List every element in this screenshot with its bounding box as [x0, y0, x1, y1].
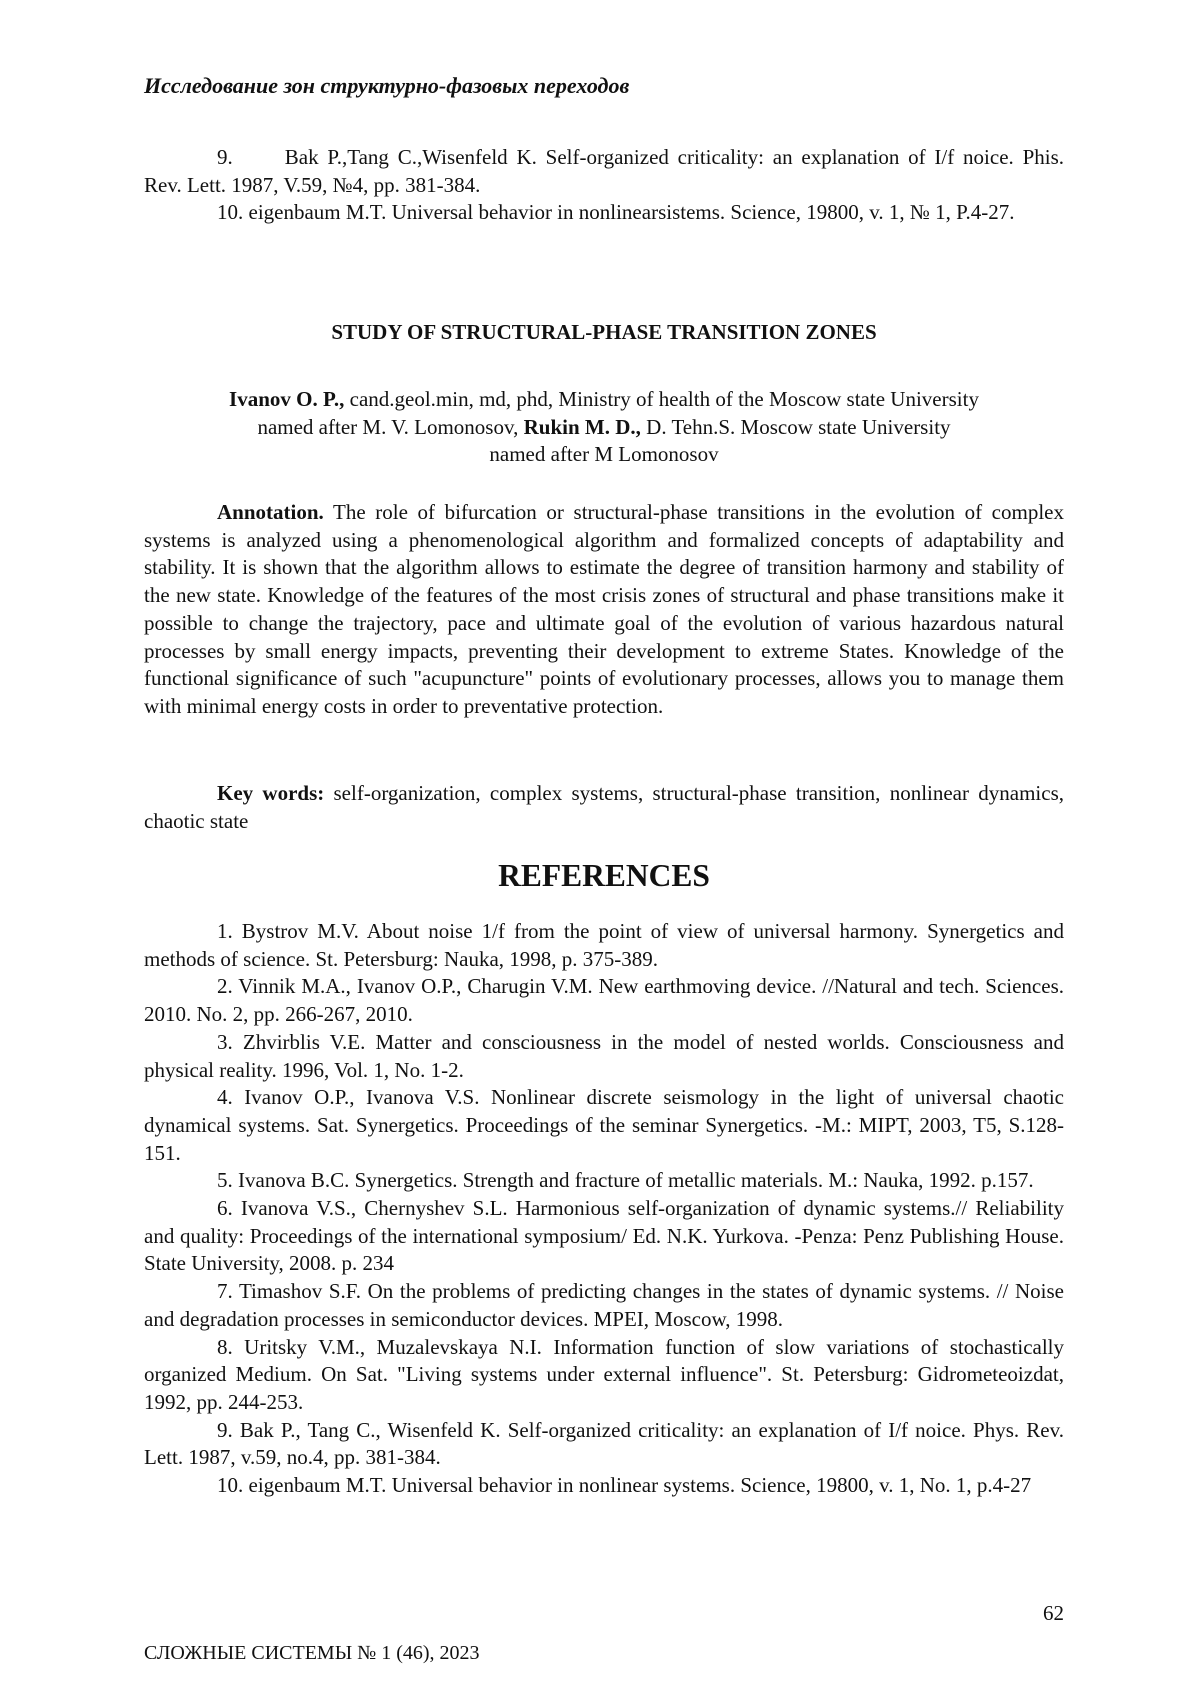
reference-item: 3. Zhvirblis V.E. Matter and consciousness in the model of nested worlds. Consciousness and physical reality. 1996, Vol. 1, No. 1-2. — [144, 1029, 1064, 1084]
annotation-section — [144, 499, 1064, 721]
author-name: Ivanov O. P., — [229, 387, 344, 411]
page-number: 62 — [1043, 1600, 1064, 1628]
keywords-section — [144, 780, 1064, 835]
prev-reference-text: Bak P.,Tang C.,Wisenfeld K. Self-organized criticality: an explanation of I/f noice. Phis. Rev. Lett. 1987, V.59, №4, pp. 381-384. — [144, 145, 1064, 197]
references-heading: REFERENCES — [144, 862, 1064, 890]
reference-item: 10. eigenbaum M.T. Universal behavior in nonlinear systems. Science, 19800, v. 1, No. 1, p.4-27 — [144, 1472, 1064, 1500]
prev-reference-number: 9. — [217, 145, 233, 169]
authors-block — [144, 386, 1064, 469]
author-affiliation: D. Tehn.S. Moscow state University — [641, 415, 951, 439]
previous-references — [144, 144, 1064, 227]
reference-item: 4. Ivanov O.P., Ivanova V.S. Nonlinear discrete seismology in the light of universal chaotic dynamical systems. Sat. Synergetics. Proceedings of the seminar Synergetics. -M.: MIPT, 2003, T5, S.128-151. — [144, 1084, 1064, 1167]
prev-reference-number: 10. — [217, 200, 243, 224]
prev-reference-item — [144, 144, 1064, 199]
article-title: STUDY OF STRUCTURAL-PHASE TRANSITION ZONES — [144, 318, 1064, 346]
page — [144, 0, 1064, 1697]
authors-line-1 — [144, 386, 1064, 414]
authors-line-2 — [144, 414, 1064, 442]
running-header: Исследование зон структурно-фазовых переходов — [144, 72, 629, 100]
reference-item: 5. Ivanova B.C. Synergetics. Strength and fracture of metallic materials. M.: Nauka, 1992. p.157. — [144, 1167, 1064, 1195]
author-name: Rukin M. D., — [524, 415, 641, 439]
keywords-label: Key words: — [217, 781, 324, 805]
keywords-text: self-organization, complex systems, structural-phase transition, nonlinear dynamics, chaotic state — [144, 781, 1064, 833]
author-affiliation: named after M. V. Lomonosov, — [257, 415, 523, 439]
references-list — [144, 918, 1064, 1500]
reference-item: 8. Uritsky V.M., Muzalevskaya N.I. Information function of slow variations of stochastically organized Medium. On Sat. "Living systems under external influence". St. Petersburg: Gidrometeoizdat, 1992, pp. 244-253. — [144, 1334, 1064, 1417]
reference-item: 9. Bak P., Tang C., Wisenfeld K. Self-organized criticality: an explanation of I/f noice. Phys. Rev. Lett. 1987, v.59, no.4, pp. 381-384. — [144, 1417, 1064, 1472]
authors-line-3: named after M Lomonosov — [144, 441, 1064, 469]
prev-reference-item — [144, 199, 1064, 227]
prev-reference-text: eigenbaum M.T. Universal behavior in nonlinearsistems. Science, 19800, v. 1, № 1, P.4-27. — [249, 200, 1015, 224]
reference-item: 7. Timashov S.F. On the problems of predicting changes in the states of dynamic systems. // Noise and degradation processes in semiconductor devices. MPEI, Moscow, 1998. — [144, 1278, 1064, 1333]
reference-item: 1. Bystrov M.V. About noise 1/f from the point of view of universal harmony. Synergetics and methods of science. St. Petersburg: Nauka, 1998, p. 375-389. — [144, 918, 1064, 973]
reference-item: 6. Ivanova V.S., Chernyshev S.L. Harmonious self-organization of dynamic systems.// Reliability and quality: Proceedings of the international symposium/ Ed. N.K. Yurkova. -Penza: Penz Publishing House. State University, 2008. p. 234 — [144, 1195, 1064, 1278]
annotation-label: Annotation. — [217, 500, 324, 524]
keywords-paragraph — [144, 780, 1064, 835]
author-affiliation: cand.geol.min, md, phd, Ministry of health of the Moscow state University — [344, 387, 979, 411]
annotation-text: The role of bifurcation or structural-phase transitions in the evolution of complex systems is analyzed using a phenomenological algorithm and formalized concepts of adaptability and stability. It is shown that the algorithm allows to estimate the degree of transition harmony and stability of the new state. Knowledge of the features of the most crisis zones of structural and phase transitions make it possible to change the trajectory, pace and ultimate goal of the evolution of various hazardous natural processes by small energy impacts, preventing their development to extreme States. Knowledge of the functional significance of such "acupuncture" points of evolutionary processes, allows you to manage them with minimal energy costs in order to preventative protection. — [144, 500, 1064, 718]
annotation-paragraph — [144, 499, 1064, 721]
reference-item: 2. Vinnik M.A., Ivanov O.P., Charugin V.M. New earthmoving device. //Natural and tech. Sciences. 2010. No. 2, pp. 266-267, 2010. — [144, 973, 1064, 1028]
journal-footer: СЛОЖНЫЕ СИСТЕМЫ № 1 (46), 2023 — [144, 1640, 480, 1668]
